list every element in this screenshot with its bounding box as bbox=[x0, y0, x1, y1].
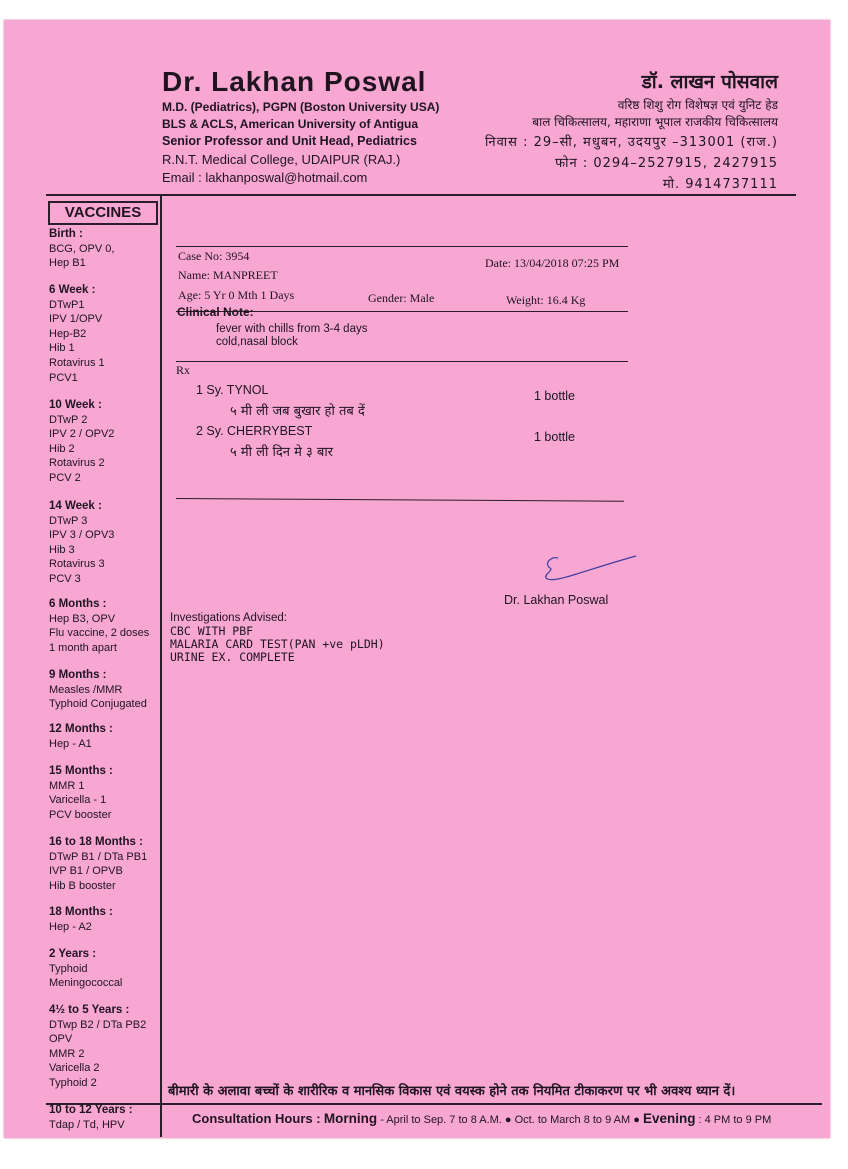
vaccine-group-heading: 16 to 18 Months : bbox=[49, 836, 143, 848]
vaccine-item: Hib B booster bbox=[49, 879, 116, 892]
doctor-name-english: Dr. Lakhan Poswal bbox=[162, 66, 427, 97]
vaccine-group bbox=[49, 283, 161, 385]
vaccine-item: Hep - A1 bbox=[49, 737, 92, 750]
vaccine-item: Varicella - 1 bbox=[49, 794, 107, 807]
investigation-1: CBC WITH PBF bbox=[170, 624, 254, 638]
vaccine-item: Hep - A2 bbox=[49, 920, 92, 933]
vaccine-group-heading: 18 Months : bbox=[49, 906, 113, 918]
vaccine-group-heading: 15 Months : bbox=[49, 765, 113, 777]
vaccine-item: DTwP 2 bbox=[49, 413, 88, 426]
clinical-note-label: Clinical Note: bbox=[177, 305, 254, 319]
medicine-2-name: 2 Sy. CHERRYBEST bbox=[196, 424, 313, 438]
vaccine-group bbox=[49, 764, 161, 822]
vaccine-item: PCV1 bbox=[49, 371, 78, 384]
vaccine-item: Measles /MMR bbox=[49, 683, 123, 696]
vaccine-item: Typhoid bbox=[49, 962, 88, 975]
vaccine-item: IPV 3 / OPV3 bbox=[49, 529, 115, 542]
rx-bottom-line bbox=[176, 498, 624, 502]
hindi-line-2: बाल चिकित्सालय, महाराणा भूपाल राजकीय चिकित्सालय bbox=[532, 115, 778, 129]
rx-note-line bbox=[176, 361, 628, 362]
patient-gender: Gender: Male bbox=[368, 291, 435, 305]
credential-line-2: BLS & ACLS, American University of Antigua bbox=[162, 117, 419, 131]
medicine-1-dose: ५ मी ली जब बुखार हो तब दें bbox=[230, 404, 365, 419]
vaccine-item: Varicella 2 bbox=[49, 1062, 100, 1075]
rx-label: Rx bbox=[176, 363, 191, 377]
vaccine-item: IPV 2 / OPV2 bbox=[49, 428, 115, 441]
morning-label: Morning bbox=[323, 1111, 378, 1126]
consultation-label: Consultation Hours : bbox=[192, 1111, 321, 1126]
case-number: Case No: 3954 bbox=[178, 249, 250, 263]
medicine-2-dose: ५ मी ली दिन मे ३ बार bbox=[230, 445, 334, 460]
vaccine-item: Tdap / Td, HPV bbox=[49, 1118, 125, 1131]
hindi-line-1: वरिष्ठ शिशु रोग विशेषज्ञ एवं युनिट हेड bbox=[617, 98, 778, 112]
patient-weight: Weight: 16.4 Kg bbox=[506, 293, 586, 307]
vaccine-group bbox=[49, 1103, 161, 1132]
vaccine-group-heading: 12 Months : bbox=[49, 723, 113, 735]
vaccine-group bbox=[49, 398, 161, 486]
vaccine-item: Rotavirus 1 bbox=[49, 356, 105, 369]
vaccine-item: PCV booster bbox=[49, 808, 112, 821]
medicine-2-qty: 1 bottle bbox=[534, 430, 576, 444]
doctor-name-hindi: डॉ. लाखन पोसवाल bbox=[641, 71, 778, 93]
vaccine-item: Rotavirus 2 bbox=[49, 457, 105, 470]
evening-hours: : 4 PM to 9 PM bbox=[695, 1114, 772, 1126]
vaccine-item: 1 month apart bbox=[49, 641, 117, 654]
investigations-label: Investigations Advised: bbox=[170, 612, 287, 624]
clinical-note-1: fever with chills from 3-4 days bbox=[216, 323, 368, 335]
hindi-mobile-line: मो. 9414737111 bbox=[662, 177, 778, 192]
footer-divider bbox=[46, 1103, 822, 1105]
vaccine-group bbox=[49, 947, 161, 991]
vaccine-group-heading: Birth : bbox=[49, 228, 83, 240]
rx-top-line bbox=[176, 246, 628, 247]
vaccine-group-heading: 9 Months : bbox=[49, 669, 107, 681]
vaccine-group bbox=[49, 835, 161, 893]
vaccine-group bbox=[49, 227, 161, 271]
investigation-3: URINE EX. COMPLETE bbox=[170, 650, 295, 664]
vaccine-item: PCV 2 bbox=[49, 471, 81, 484]
hindi-phone-line: फोन : 0294–2527915, 2427915 bbox=[555, 156, 778, 171]
vaccine-item: Meningococcal bbox=[49, 977, 123, 990]
credential-line-4: R.N.T. Medical College, UDAIPUR (RAJ.) bbox=[162, 152, 401, 167]
vaccine-item: MMR 2 bbox=[49, 1047, 85, 1060]
vaccine-group bbox=[49, 597, 161, 655]
vaccine-group bbox=[49, 722, 161, 751]
vaccine-item: BCG, OPV 0, bbox=[49, 242, 115, 255]
investigation-2: MALARIA CARD TEST(PAN +ve pLDH) bbox=[170, 637, 385, 651]
vaccine-item: MMR 1 bbox=[49, 779, 85, 792]
vaccine-item: DTwP 3 bbox=[49, 514, 88, 527]
vaccine-item: Hep B1 bbox=[49, 257, 86, 270]
vaccine-group-heading: 6 Week : bbox=[49, 284, 96, 296]
clinical-note-2: cold,nasal block bbox=[216, 336, 298, 348]
vaccine-item: Hep-B2 bbox=[49, 327, 87, 340]
vaccine-item: PCV 3 bbox=[49, 572, 81, 585]
consultation-hours bbox=[192, 1111, 771, 1126]
vaccine-group-heading: 10 to 12 Years : bbox=[49, 1104, 133, 1116]
vaccine-group bbox=[49, 905, 161, 934]
vaccine-item: Flu vaccine, 2 doses bbox=[49, 627, 150, 640]
vaccine-item: Hib 3 bbox=[49, 543, 75, 556]
vaccine-item: Hib 1 bbox=[49, 342, 75, 355]
vaccine-group bbox=[49, 1003, 161, 1091]
vaccine-item: DTwp B2 / DTa PB2 bbox=[49, 1018, 147, 1031]
vaccine-item: OPV bbox=[49, 1033, 73, 1046]
evening-label: Evening bbox=[642, 1111, 696, 1126]
patient-name: Name: MANPREET bbox=[178, 268, 278, 282]
credential-line-1: M.D. (Pediatrics), PGPN (Boston University USA) bbox=[162, 100, 440, 114]
vaccine-item: Rotavirus 3 bbox=[49, 558, 105, 571]
morning-hours: - April to Sep. 7 to 8 A.M. ● Oct. to March 8 to 9 AM ● bbox=[377, 1114, 643, 1126]
vaccines-title: VACCINES bbox=[48, 201, 158, 225]
hindi-address-line: निवास : 29–सी, मधुबन, उदयपुर –313001 (राज.) bbox=[484, 135, 778, 150]
vaccine-item: Typhoid Conjugated bbox=[49, 698, 147, 711]
vaccine-item: Hep B3, OPV bbox=[49, 612, 116, 625]
vaccine-item: IPV 1/OPV bbox=[49, 313, 103, 326]
visit-date: Date: 13/04/2018 07:25 PM bbox=[485, 256, 620, 270]
patient-age: Age: 5 Yr 0 Mth 1 Days bbox=[178, 288, 295, 302]
header-divider bbox=[46, 194, 796, 196]
medicine-1-qty: 1 bottle bbox=[534, 389, 576, 403]
vaccine-item: Hib 2 bbox=[49, 442, 75, 455]
credential-line-3: Senior Professor and Unit Head, Pediatrics bbox=[162, 134, 417, 148]
signature-mark bbox=[540, 550, 640, 584]
vaccine-item: IVP B1 / OPVB bbox=[49, 865, 123, 878]
vaccine-item: Typhoid 2 bbox=[49, 1076, 97, 1089]
vaccine-group-heading: 10 Week : bbox=[49, 399, 102, 411]
vaccine-group-heading: 4½ to 5 Years : bbox=[49, 1004, 130, 1016]
vaccine-item: DTwP1 bbox=[49, 298, 85, 311]
footer-hindi-note: बीमारी के अलावा बच्चों के शारीरिक व मानसिक विकास एवं वयस्क होने तक नियमित टीकाकरण पर भी अवश्य ध्यान दें। bbox=[168, 1084, 736, 1099]
email-line: Email : lakhanposwal@hotmail.com bbox=[162, 170, 368, 185]
vaccine-group bbox=[49, 668, 161, 712]
vaccine-group-heading: 2 Years : bbox=[49, 948, 97, 960]
vaccine-item: DTwP B1 / DTa PB1 bbox=[49, 850, 148, 863]
prescription-sheet bbox=[4, 20, 830, 1138]
vaccine-group-heading: 6 Months : bbox=[49, 598, 107, 610]
medicine-1-name: 1 Sy. TYNOL bbox=[196, 383, 269, 397]
vaccine-group-heading: 14 Week : bbox=[49, 500, 102, 512]
signature-name: Dr. Lakhan Poswal bbox=[504, 593, 609, 607]
vaccine-group bbox=[49, 499, 161, 587]
